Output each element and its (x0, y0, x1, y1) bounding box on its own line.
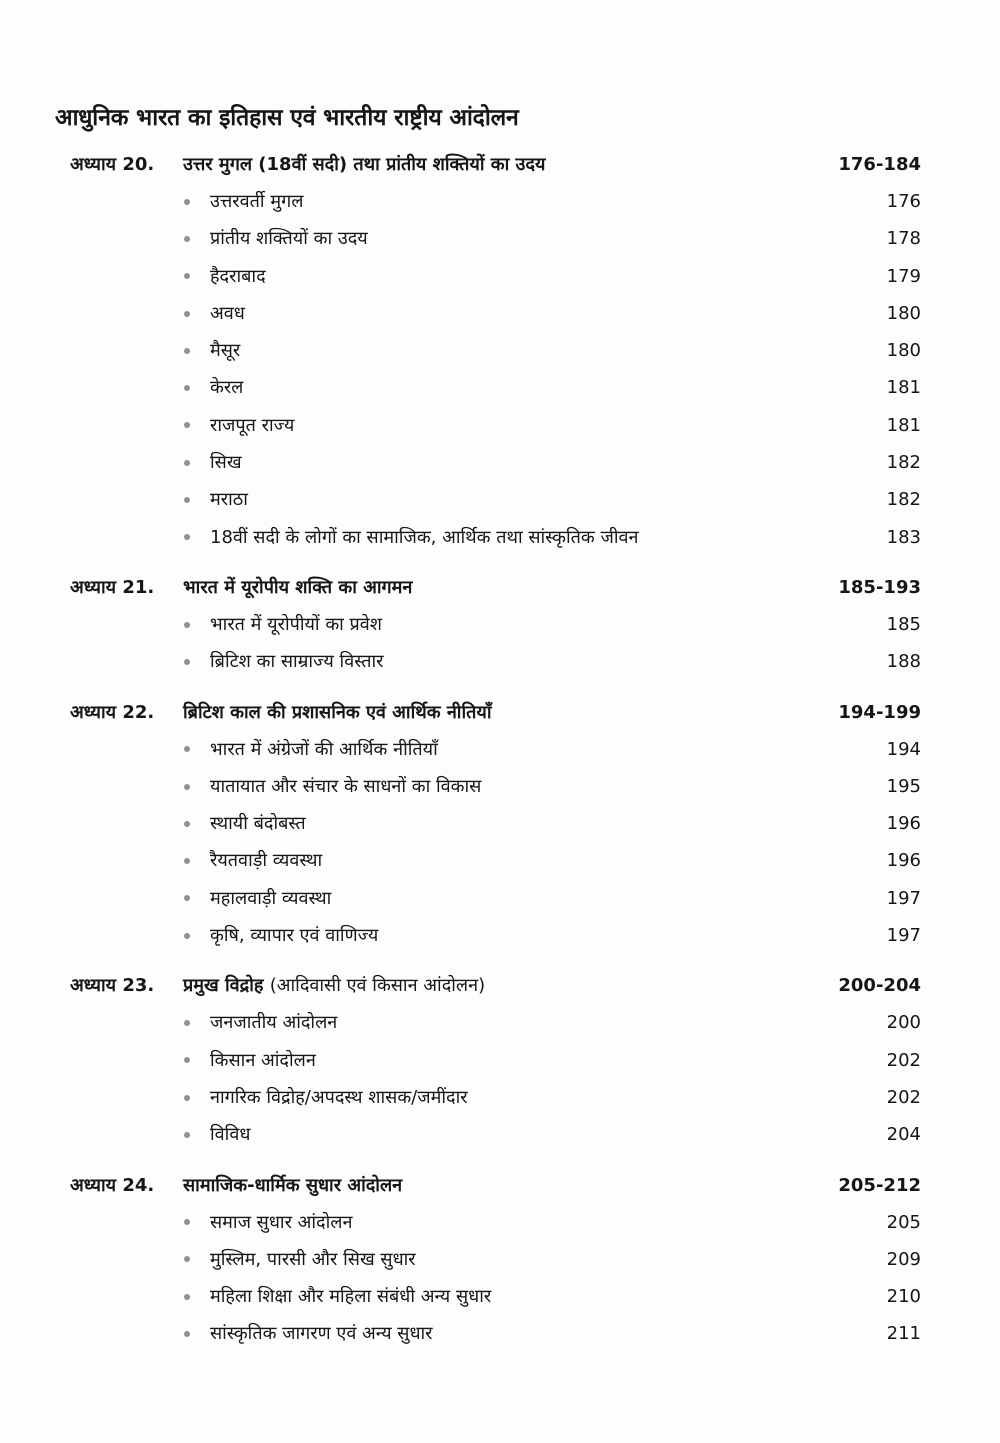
toc-entry[interactable] (0, 842, 1000, 879)
toc-entry[interactable] (0, 1241, 1000, 1278)
toc-entry[interactable] (0, 295, 1000, 332)
bullet-icon (184, 1095, 190, 1101)
toc-entry-label: किसान आंदोलन (210, 1049, 316, 1071)
bullet-icon (184, 422, 190, 428)
toc-entry-label: अवध (210, 302, 245, 324)
chapter-title (183, 694, 492, 731)
toc-entry-label: महिला शिक्षा और महिला संबंधी अन्य सुधार (210, 1286, 492, 1308)
chapter-block (0, 146, 1000, 556)
bullet-icon (184, 895, 190, 901)
toc-entry-label: भारत में अंग्रेजों की आर्थिक नीतियाँ (210, 738, 438, 760)
chapter-title (183, 146, 545, 183)
chapter-block (0, 569, 1000, 681)
bullet-icon (184, 858, 190, 864)
toc-entry-page: 209 (886, 1248, 921, 1270)
toc-entry-label: 18वीं सदी के लोगों का सामाजिक, आर्थिक तथा सांस्कृतिक जीवन (210, 526, 639, 548)
chapter-page-range: 205-212 (838, 1174, 921, 1196)
bullet-icon (184, 1219, 190, 1225)
bullet-icon (184, 821, 190, 827)
toc-entry-label: जनजातीय आंदोलन (210, 1012, 338, 1034)
toc-entry[interactable] (0, 1004, 1000, 1041)
chapter-heading[interactable] (0, 694, 1000, 731)
toc-entry-page: 196 (886, 813, 921, 835)
toc-entry[interactable] (0, 643, 1000, 680)
toc-entry-label: विविध (210, 1124, 251, 1146)
toc-entry-label: मराठा (210, 489, 248, 511)
toc-entry[interactable] (0, 1204, 1000, 1241)
toc-entry-label: प्रांतीय शक्तियों का उदय (210, 228, 368, 250)
toc-entry-page: 211 (886, 1323, 921, 1345)
toc-entry-label: उत्तरवर्ती मुगल (210, 191, 304, 212)
bullet-icon (184, 933, 190, 939)
toc-entry-page: 204 (886, 1124, 921, 1146)
toc-entry-label: हैदराबाद (210, 265, 266, 287)
toc-entry-page: 188 (886, 651, 921, 673)
chapter-number: अध्याय 20. (70, 154, 155, 175)
toc-entry[interactable] (0, 444, 1000, 481)
toc-entry-page: 194 (886, 738, 921, 760)
chapter-title-text: ब्रिटिश काल की प्रशासनिक एवं आर्थिक नीतियाँ (183, 701, 492, 723)
toc-entry[interactable] (0, 183, 1000, 220)
chapter-page-range: 176-184 (838, 154, 921, 175)
toc-entry-page: 205 (886, 1211, 921, 1233)
toc-entry-page: 182 (886, 452, 921, 474)
toc-entry-label: सांस्कृतिक जागरण एवं अन्य सुधार (210, 1323, 433, 1345)
bullet-icon (184, 1294, 190, 1300)
bullet-icon (184, 746, 190, 752)
toc-entry[interactable] (0, 880, 1000, 917)
toc-entry-page: 182 (886, 489, 921, 511)
chapter-title-text: सामाजिक-धार्मिक सुधार आंदोलन (183, 1174, 403, 1196)
toc-entry[interactable] (0, 606, 1000, 643)
bullet-icon (184, 385, 190, 391)
toc-entry[interactable] (0, 1315, 1000, 1352)
toc-entry-label: यातायात और संचार के साधनों का विकास (210, 775, 482, 797)
chapter-title-text: भारत में यूरोपीय शक्ति का आगमन (183, 576, 413, 598)
toc-entry[interactable] (0, 805, 1000, 842)
chapter-number: अध्याय 21. (70, 576, 155, 598)
toc-entry-label: रैयतवाड़ी व्यवस्था (210, 850, 323, 872)
chapter-page-range: 194-199 (838, 701, 921, 723)
chapter-block (0, 694, 1000, 955)
toc-entry-label: मुस्लिम, पारसी और सिख सुधार (210, 1248, 416, 1270)
chapter-title (183, 1167, 402, 1204)
chapter-number: अध्याय 24. (70, 1174, 155, 1196)
toc-entry-page: 180 (886, 340, 921, 362)
toc-entry[interactable] (0, 1079, 1000, 1116)
bullet-icon (184, 348, 190, 354)
toc-entry-label: भारत में यूरोपीयों का प्रवेश (210, 613, 383, 635)
bullet-icon (184, 311, 190, 317)
toc-entry-page: 181 (886, 377, 921, 399)
toc-entry-page: 202 (886, 1049, 921, 1071)
toc-entry[interactable] (0, 332, 1000, 369)
table-of-contents (0, 146, 1000, 1366)
chapter-heading[interactable] (0, 967, 1000, 1004)
toc-entry-page: 196 (886, 850, 921, 872)
chapter-page-range: 200-204 (838, 975, 921, 997)
toc-entry[interactable] (0, 768, 1000, 805)
toc-entry-page: 202 (886, 1086, 921, 1108)
chapter-number: अध्याय 23. (70, 975, 155, 997)
toc-entry-page: 197 (886, 925, 921, 947)
toc-entry[interactable] (0, 917, 1000, 954)
bullet-icon (184, 1020, 190, 1026)
toc-entry-page: 200 (886, 1012, 921, 1034)
toc-entry-page: 181 (886, 414, 921, 436)
toc-entry-page: 185 (886, 613, 921, 635)
chapter-number: अध्याय 22. (70, 701, 155, 723)
chapter-block (0, 1167, 1000, 1353)
toc-entry-label: सिख (210, 452, 242, 474)
toc-entry-label: स्थायी बंदोबस्त (210, 813, 306, 835)
chapter-page-range: 185-193 (838, 576, 921, 598)
bullet-icon (184, 1256, 190, 1262)
toc-entry-page: 179 (886, 265, 921, 287)
toc-entry-label: केरल (210, 377, 244, 399)
toc-entry-label: नागरिक विद्रोह/अपदस्थ शासक/जमींदार (210, 1086, 468, 1108)
chapter-title (183, 569, 412, 606)
toc-entry-label: राजपूत राज्य (210, 414, 295, 436)
bullet-icon (184, 1132, 190, 1138)
toc-entry[interactable] (0, 1042, 1000, 1079)
toc-entry-label: समाज सुधार आंदोलन (210, 1211, 353, 1233)
toc-entry[interactable] (0, 731, 1000, 768)
toc-entry-page: 178 (886, 228, 921, 250)
bullet-icon (184, 273, 190, 279)
toc-entry-label: ब्रिटिश का साम्राज्य विस्तार (210, 651, 384, 673)
toc-entry[interactable] (0, 220, 1000, 257)
bullet-icon (184, 534, 190, 540)
bullet-icon (184, 659, 190, 665)
toc-entry[interactable] (0, 519, 1000, 556)
toc-entry[interactable] (0, 1278, 1000, 1315)
chapter-title-text: प्रमुख विद्रोह (183, 975, 264, 997)
chapter-title-text: उत्तर मुगल (18वीं सदी) तथा प्रांतीय शक्तियों का उदय (183, 154, 546, 175)
bullet-icon (184, 460, 190, 466)
toc-entry-label: कृषि, व्यापार एवं वाणिज्य (210, 925, 379, 947)
bullet-icon (184, 1057, 190, 1063)
toc-entry-label: मैसूर (210, 340, 241, 362)
toc-entry[interactable] (0, 481, 1000, 518)
chapter-block (0, 967, 1000, 1153)
bullet-icon (184, 1331, 190, 1337)
chapter-heading[interactable] (0, 146, 1000, 183)
bullet-icon (184, 497, 190, 503)
bullet-icon (184, 199, 190, 205)
bullet-icon (184, 236, 190, 242)
toc-entry-label: महालवाड़ी व्यवस्था (210, 887, 332, 909)
chapter-title-suffix: (आदिवासी एवं किसान आंदोलन) (269, 975, 486, 997)
toc-entry[interactable] (0, 369, 1000, 406)
chapter-heading[interactable] (0, 569, 1000, 606)
toc-entry-page: 183 (886, 526, 921, 548)
chapter-title (183, 967, 485, 1004)
toc-entry-page: 210 (886, 1286, 921, 1308)
toc-entry-page: 176 (886, 191, 921, 212)
section-title: आधुनिक भारत का इतिहास एवं भारतीय राष्ट्रीय आंदोलन (55, 105, 519, 131)
toc-entry[interactable] (0, 258, 1000, 295)
toc-entry[interactable] (0, 407, 1000, 444)
toc-entry-page: 197 (886, 887, 921, 909)
bullet-icon (184, 622, 190, 628)
bullet-icon (184, 784, 190, 790)
toc-entry-page: 180 (886, 302, 921, 324)
chapter-heading[interactable] (0, 1167, 1000, 1204)
toc-entry[interactable] (0, 1116, 1000, 1153)
toc-entry-page: 195 (886, 775, 921, 797)
